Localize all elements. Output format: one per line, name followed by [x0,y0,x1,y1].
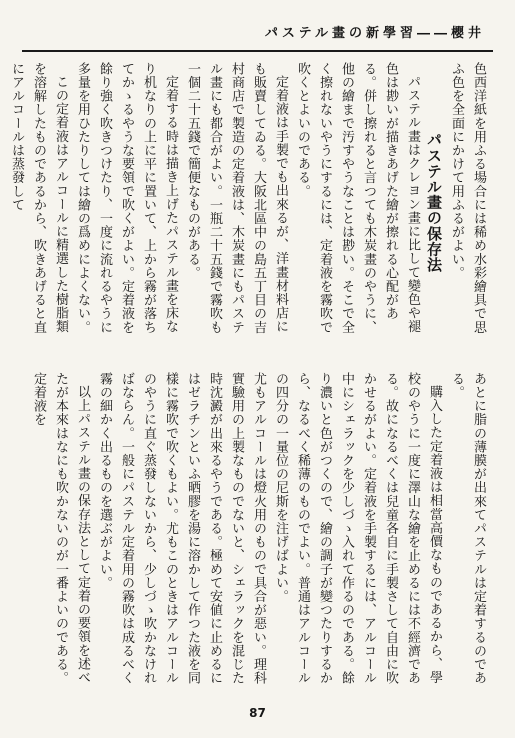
paragraph: 定着液は手製でも出來るが、洋畫材料店にも販賣してゐる。大阪北區中の島五丁目の吉村商店で製造の定着液は、木炭畫にもパステル畫にも都合がよい。一瓶二十五錢で霧吹も一個二十五錢で簡便なものがある。 [185,62,288,334]
text-block-upper [9,62,489,342]
running-title: パステル畫の新學習――櫻井 [264,26,485,41]
paragraph: 以上パステル畫の保存法として定着の要領を述べたが本來はなにも吹かないのが一番よいのである。定着液を [31,372,90,685]
running-header [22,16,493,52]
paragraph: 購入した定着液は相當高價なものであるから、學校のやうに一度に澤山な繪を止めるには不經濟である。故になるべくは兒童各自に手製さして自由に吹かせるがよい。定着液を手製するには、アルコール中にシェラックを少しづゝ入れて作るのである。餘り濃いと色がつくので、繪の調子が變つたりするから、なるべく稀薄のものでよい。普通はアルコールの四分の一量位の尼斯を注げばよい。 [273,372,442,685]
paragraph: パステル畫はクレヨン畫に比して變色や褪色は尠いが描きあげた繪が擦れる心配がある。併し擦れると言つても木炭畫のやうに、他の繪まで汚すやうなことは尠い。そこで全く擦れないやうにするには、定着液を霧吹で吹くとよいのである。 [295,62,420,334]
paragraph: 尤もアルコールは燈火用のもので具合が惡い。理科實驗用の上製なものでないと、シェラックを混じた時沈澱が出來るやうである。極めて安値に止めるにはゼラチンといふ晒膠を湯に溶かして作つた液を同樣に霧吹で吹くもよい。尤もこのときはアルコールのやうに直ぐ蒸發しないから、少しづゝ吹かなければならん。一般にパステル定着用の霧吹は成るべく霧の細かく出るものを選ぶがよい。 [97,372,266,685]
paragraph: この定着液はアルコールに精選した樹脂類を溶解したものであるから、吹きあげると直にアルコールは蒸發して [9,62,68,334]
paragraph: 色西洋紙を用ふる場合には稀め水彩繪具で思ふ色を全面にかけて用ふるがよい。 [449,62,486,334]
text-block-lower [31,372,489,690]
paragraph: あとに脂の薄膜が出來てパステルは定着するのである。 [449,372,486,685]
paragraph: 定着する時は描き上げたパステル畫を床なり机なりの上に平に置いて、上から霧が落ちてかゝるやうな要領で吹くがよい。定着液を餘り強く吹きつけたり、一度に流れるやうに多量を用ひたりしては繪の爲めによくない。 [75,62,178,334]
page-number: 87 [249,706,266,720]
section-heading: パステル畫の保存法 [425,132,443,273]
